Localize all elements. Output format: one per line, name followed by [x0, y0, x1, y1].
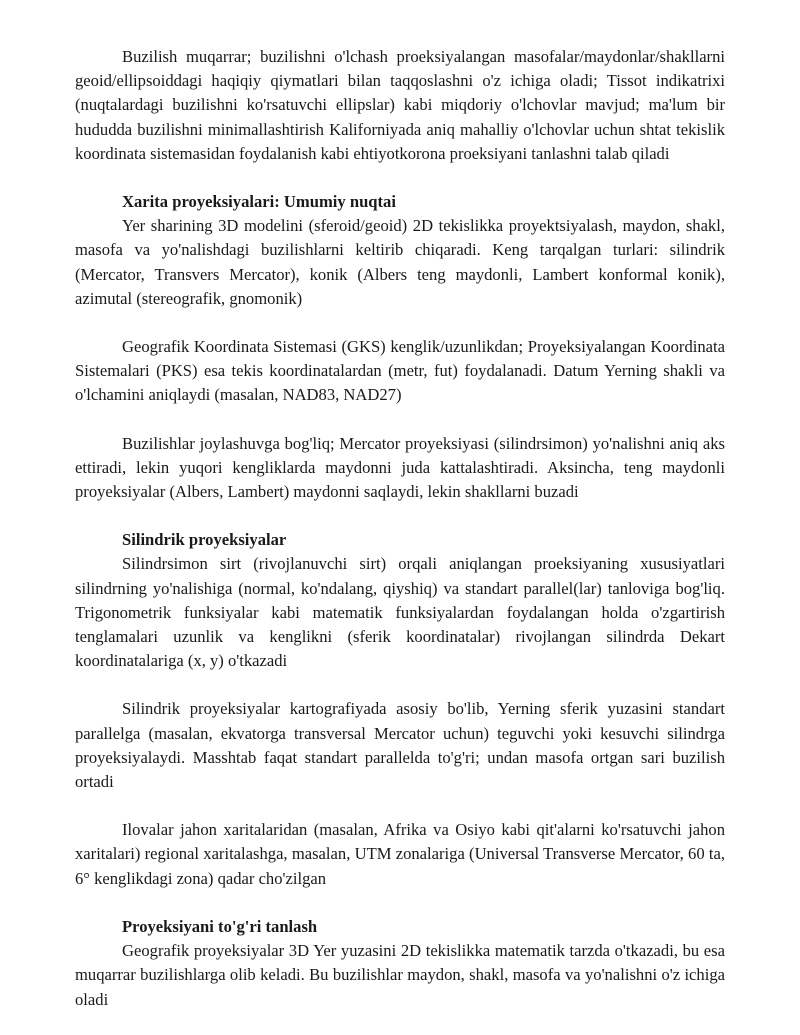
spacer	[75, 166, 725, 190]
paragraph-distortion-location: Buzilishlar joylashuvga bog'liq; Mercator proyeksiyasi (silindrsimon) yo'nalishni aniq aks ettiradi, lekin yuqori kengliklarda maydonni juda kattalashtiradi. Aksincha, teng maydonli proyeksiyalar (Albers, Lambert) maydonni saqlaydi, lekin shakllarni buzadi	[75, 433, 725, 502]
paragraph-cylindrical-cartography: Silindrik proyeksiyalar kartografiyada asosiy bo'lib, Yerning sferik yuzasini standart parallelga (masalan, ekvatorga transversal Mercator uchun) teguvchi yoki kesuvchi silindrga proyeksiyalaydi. Masshtab faqat standart parallelda to'g'ri; undan masofa ortgan sari buzilish ortadi	[75, 699, 725, 792]
spacer	[75, 794, 725, 818]
paragraph-coordinate-systems: Geografik Koordinata Sistemasi (GKS) kenglik/uzunlikdan; Proyeksiyalangan Koordinata Sistemalari (PKS) esa tekis koordinatalardan (metr, fut) foydalanadi. Datum Yerning shakli va o'lchamini aniqlaydi (masalan, NAD83, NAD27)	[75, 337, 725, 405]
paragraph-cylindrical-properties: Silindrsimon sirt (rivojlanuvchi sirt) orqali aniqlangan proeksiyaning xususiyatlari silindrning yo'nalishiga (normal, ko'ndalang, qiyshiq) va standart parallel(lar) tanloviga bog'liq. Trigonometrik funksiyalar kabi matematik funksiyalardan foydalangan holda o'zgartirish tenglamalari uzunlik va kenglikni (sferik koordinatalar) rivojlangan silindrda Dekart koordinatalariga (x, y) o'tkazadi	[75, 554, 725, 671]
paragraph-applications: Ilovalar jahon xaritalaridan (masalan, Afrika va Osiyo kabi qit'alarni ko'rsatuvchi jahon xaritalari) regional xaritalashga, masalan, UTM zonalariga (Universal Transverse Mercator, 60 ta, 6° kenglikdagi zona) qadar cho'zilgan	[75, 820, 725, 888]
paragraph-distortion: Buzilish muqarrar; buzilishni o'lchash proeksiyalangan masofalar/maydonlar/shakllarni geoid/ellipsoiddagi haqiqiy qiymatlari bilan taqqoslashni o'z ichiga oladi; Tissot indikatrixi (nuqtalardagi buzilishni ko'rsatuvchi ellipslar) kabi miqdoriy o'lchovlar mavjud; ma'lum bir hududda buzilishni minimallashtirish Kaliforniyada aniq mahalliy o'lchovlar uchun shtat tekislik koordinata sistemasidan foydalanish kabi ehtiyotkorona proeksiyani tanlashni talab qiladi	[75, 47, 725, 163]
spacer	[75, 311, 725, 335]
paragraph-overview: Yer sharining 3D modelini (sferoid/geoid) 2D tekislikka proyektsiyalash, maydon, shakl, masofa va yo'nalishdagi buzilishlarni keltirib chiqaradi. Keng tarqalgan turlari: silindrik (Mercator, Transvers Mercator), konik (Albers teng maydonli, Lambert konformal konik), azimutal (stereografik, gnomonik)	[75, 216, 725, 308]
heading-choosing-projection: Proyeksiyani to'g'ri tanlash	[122, 916, 318, 936]
paragraph-choosing-projection: Geografik proyeksiyalar 3D Yer yuzasini 2D tekislikka matematik tarzda o'tkazadi, bu esa muqarrar buzilishlarga olib keladi. Bu buzilishlar maydon, shakl, masofa va yo'nalishni o'z ichiga oladi	[75, 941, 725, 1009]
heading-overview: Xarita proyeksiyalari: Umumiy nuqtai	[122, 192, 396, 212]
spacer	[75, 673, 725, 697]
document-page	[75, 45, 725, 1012]
heading-cylindrical: Silindrik proyeksiyalar	[122, 530, 287, 550]
spacer	[75, 408, 725, 432]
spacer	[75, 504, 725, 528]
spacer	[75, 891, 725, 915]
